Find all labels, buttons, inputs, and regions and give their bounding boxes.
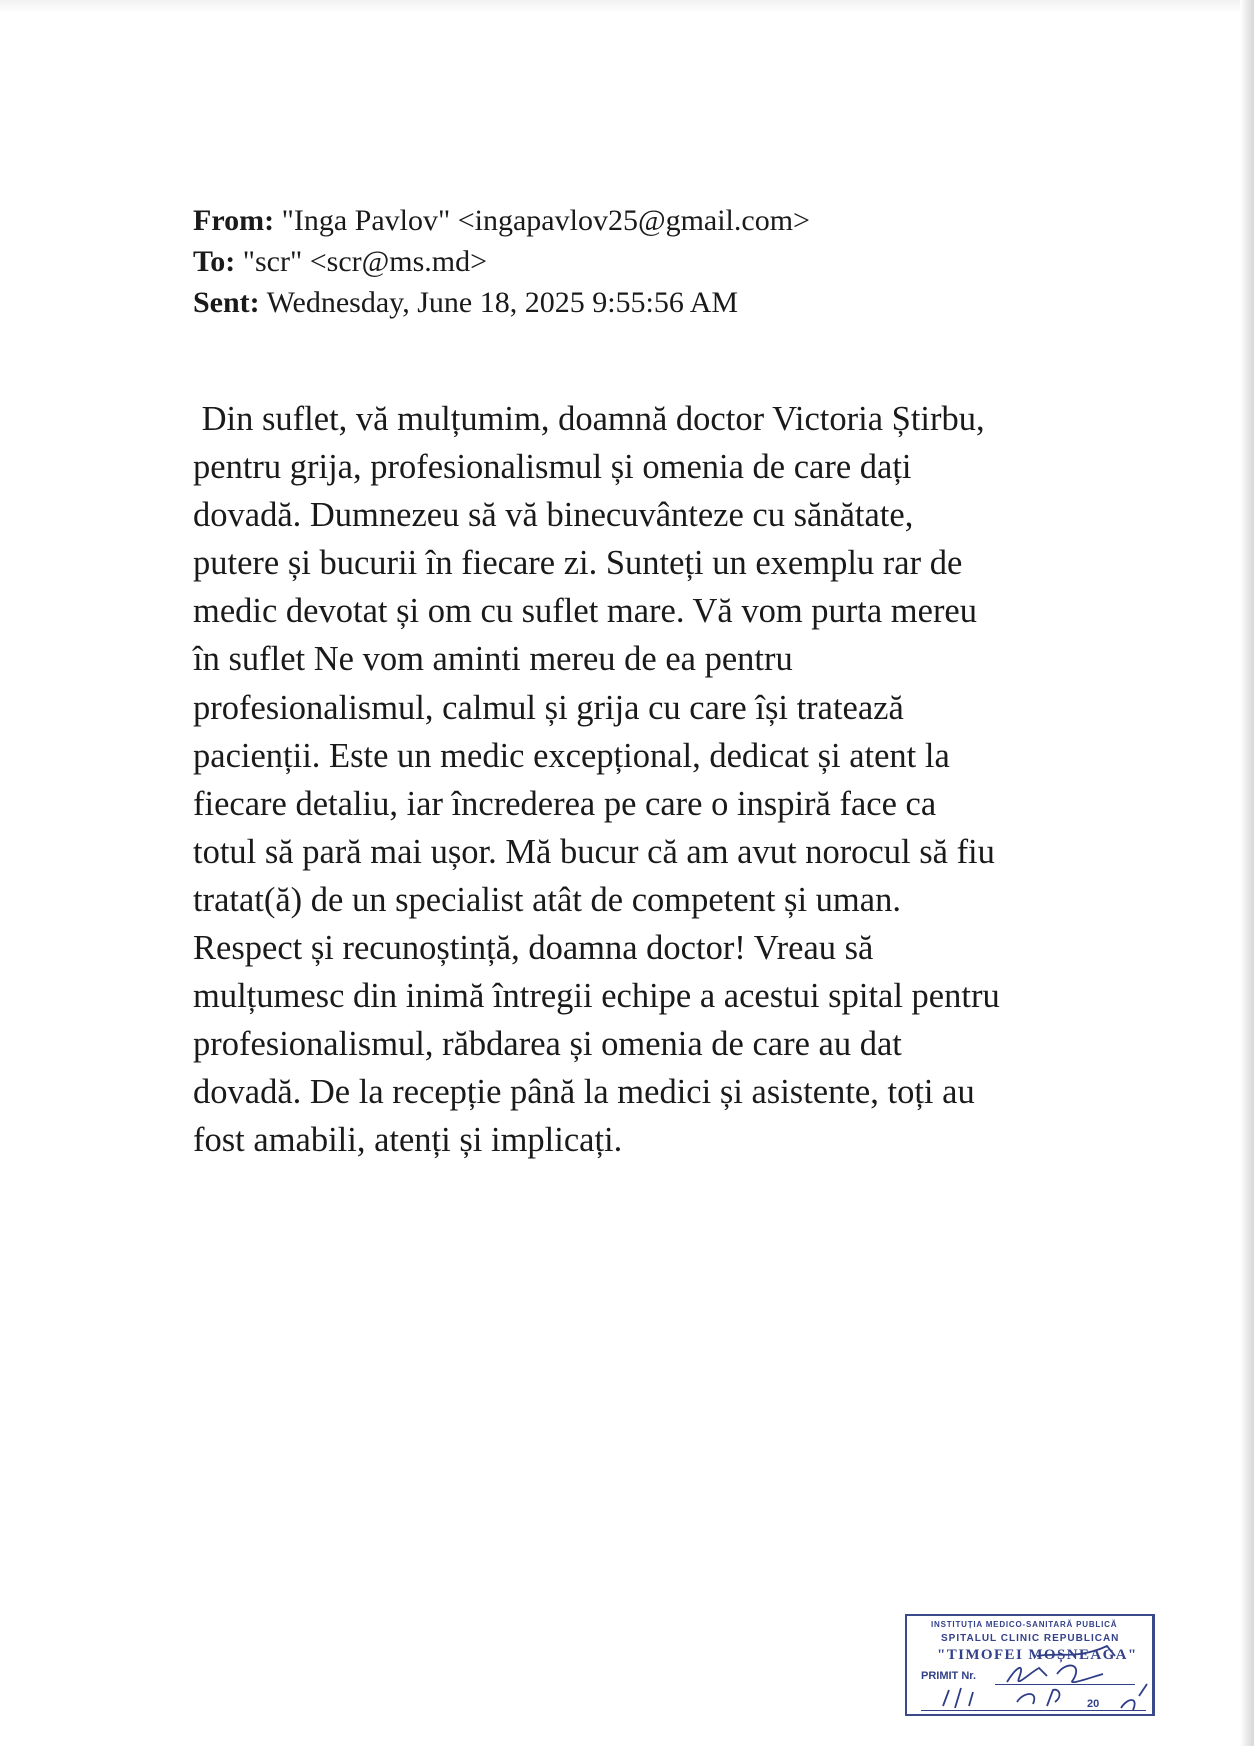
scan-right-edge [1240,0,1254,1746]
body-line: tratat(ă) de un specialist atât de competent și uman. [193,880,901,919]
sent-line [193,282,1143,323]
to-line [193,241,1143,282]
body-line: fost amabili, atenți și implicați. [193,1121,623,1160]
email-body [193,395,1193,1165]
body-line: fiecare detaliu, iar încrederea pe care o inspiră face ca [193,784,937,823]
from-line [193,200,1143,241]
sent-label: Sent: [193,286,260,319]
body-line: medic devotat și om cu suflet mare. Vă vom purta mereu [193,592,977,631]
body-line: profesionalismul, răbdarea și omenia de care au dat [193,1025,902,1064]
body-line: pacienții. Este un medic excepțional, dedicat și atent la [193,736,950,775]
stamp-institution-line: INSTITUȚIA MEDICO-SANITARĂ PUBLICĂ [931,1620,1118,1629]
body-line: Din suflet, vă mulțumim, doamnă doctor Victoria Știrbu, [193,400,985,438]
body-line: Respect și recunoștință, doamna doctor! Vreau să [193,929,874,968]
body-line: dovadă. Dumnezeu să vă binecuvânteze cu sănătate, [193,496,914,535]
sent-value: Wednesday, June 18, 2025 9:55:56 AM [266,286,739,319]
body-line: profesionalismul, calmul și grija cu care își tratează [193,688,904,727]
body-line: pentru grija, profesionalismul și omenia de care dați [193,448,912,487]
registration-stamp [905,1614,1155,1716]
stamp-hospital-line: SPITALUL CLINIC REPUBLICAN [941,1633,1120,1644]
stamp-received-label: PRIMIT Nr. [921,1670,977,1682]
scan-top-edge [0,0,1254,14]
body-line: în suflet Ne vom aminti mereu de ea pentru [193,640,793,679]
stamp-year-prefix: 20 [1087,1698,1100,1710]
to-value: "scr" <scr@ms.md> [242,245,488,278]
to-label: To: [193,245,236,278]
handwritten-signature-icon [907,1616,1157,1718]
body-line: totul să pară mai ușor. Mă bucur că am avut norocul să fiu [193,832,995,871]
body-line: dovadă. De la recepție până la medici și asistente, toți au [193,1073,975,1112]
body-line: mulțumesc din inimă întregii echipe a acestui spital pentru [193,977,1000,1016]
body-line: putere și bucurii în fiecare zi. Sunteți un exemplu rar de [193,544,963,583]
stamp-name-line: "TIMOFEI MOȘNEAGA" [937,1647,1138,1663]
from-label: From: [193,204,275,237]
from-value: "Inga Pavlov" <ingapavlov25@gmail.com> [281,204,810,237]
email-header [193,200,1143,323]
